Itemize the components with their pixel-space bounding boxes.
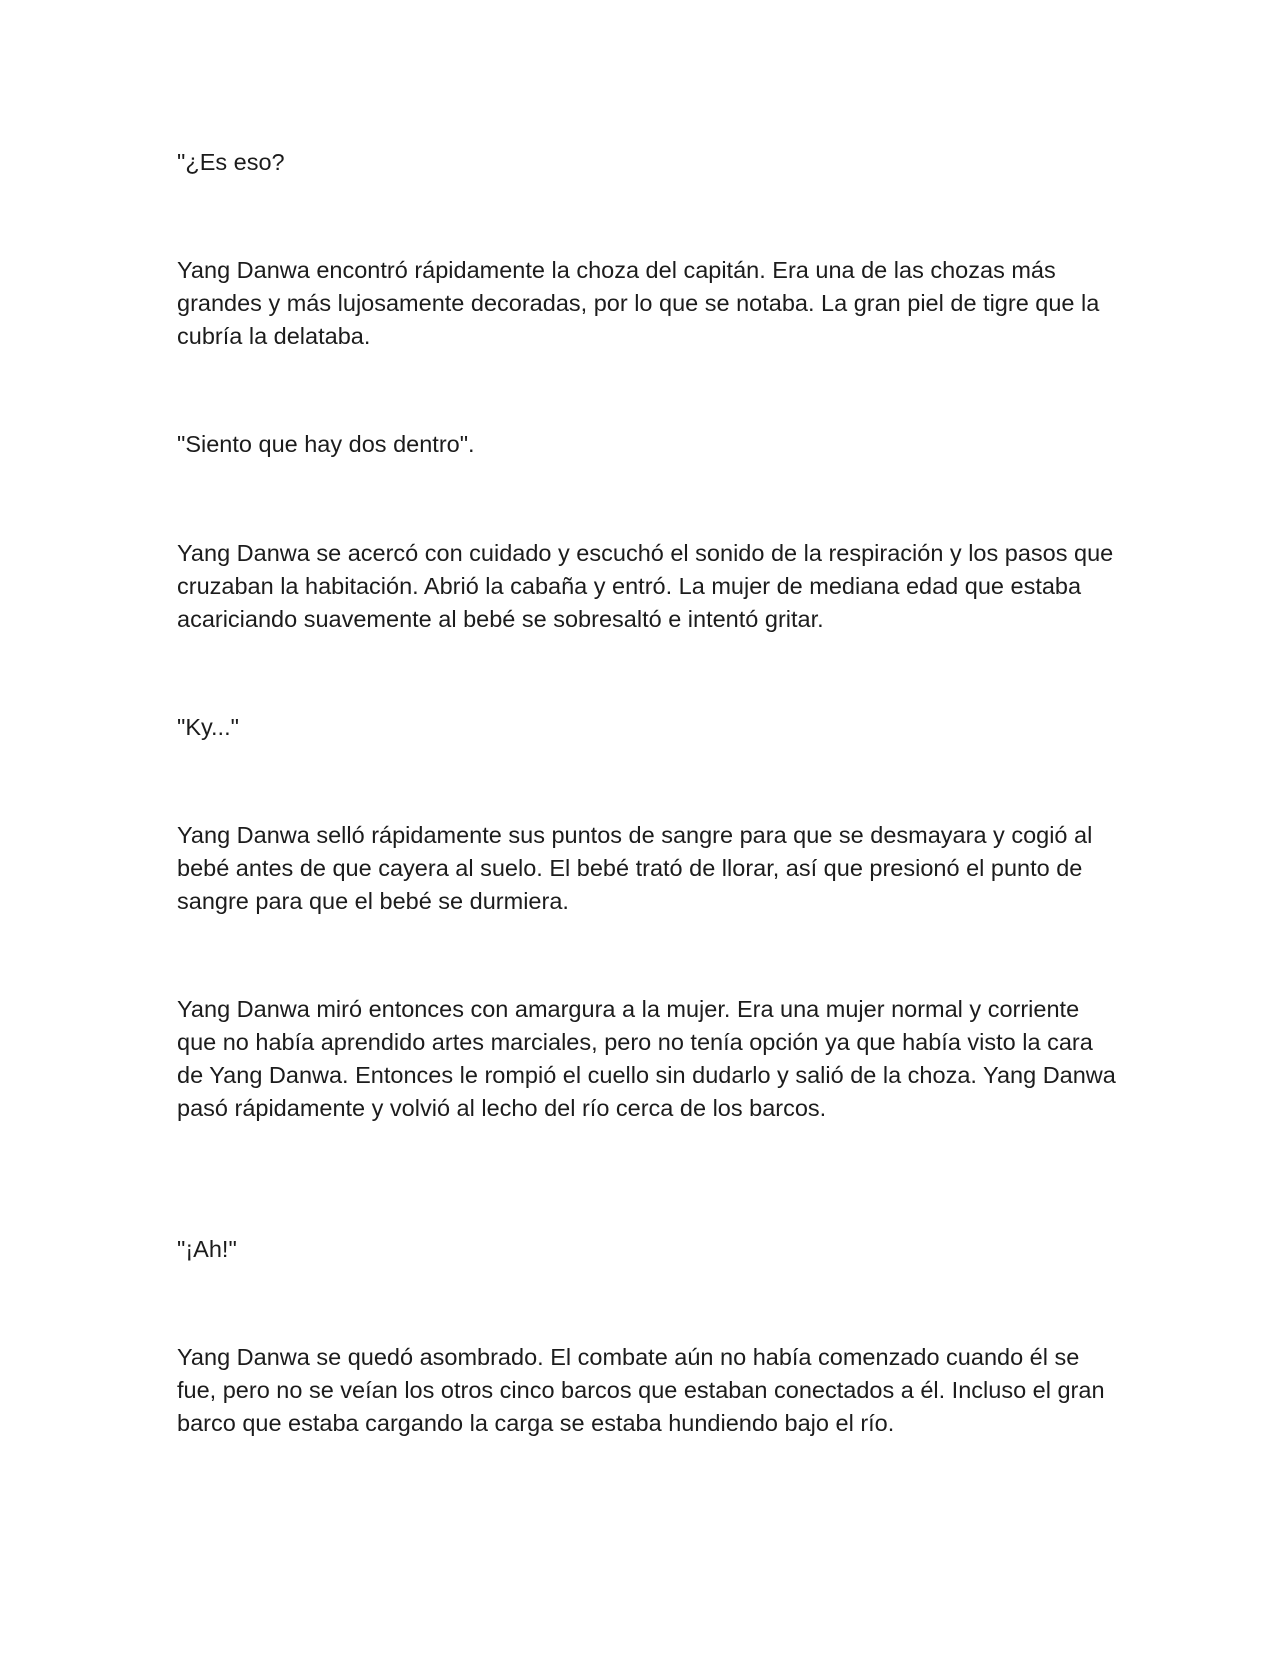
paragraph-sello-puntos: Yang Danwa selló rápidamente sus puntos de sangre para que se desmayara y cogió al bebé antes de que cayera al suelo. El bebé trató de llorar, así que presionó el punto de sangre para que el bebé se durmiera. — [177, 822, 1093, 914]
paragraph-choza-capitan: Yang Danwa encontró rápidamente la choza del capitán. Era una de las chozas más grandes y más lujosamente decoradas, por lo que se notaba. La gran piel de tigre que la cubría la delataba. — [177, 257, 1100, 349]
paragraph-acerco-cuidado: Yang Danwa se acercó con cuidado y escuchó el sonido de la respiración y los pasos que cruzaban la habitación. Abrió la cabaña y entró. La mujer de mediana edad que estaba acariciando suavemente al bebé se sobresaltó e intentó gritar. — [177, 540, 1114, 632]
paragraph-siento-dos-dentro: "Siento que hay dos dentro". — [177, 431, 475, 457]
paragraph-quedo-asombrado: Yang Danwa se quedó asombrado. El combate aún no había comenzado cuando él se fue, pero no se veían los otros cinco barcos que estaban conectados a él. Incluso el gran barco que estaba cargando la carga se estaba hundiendo bajo el río. — [177, 1344, 1105, 1436]
paragraph-ah: "¡Ah!" — [177, 1236, 237, 1262]
paragraph-ky: "Ky..." — [177, 714, 239, 740]
paragraph-es-eso: "¿Es eso? — [177, 149, 285, 175]
paragraph-miro-amargura: Yang Danwa miró entonces con amargura a la mujer. Era una mujer normal y corriente que no había aprendido artes marciales, pero no tenía opción ya que había visto la cara de Yang Danwa. Entonces le rompió el cuello sin dudarlo y salió de la choza. Yang Danwa pasó rápidamente y volvió al lecho del río cerca de los barcos. — [177, 996, 1116, 1121]
